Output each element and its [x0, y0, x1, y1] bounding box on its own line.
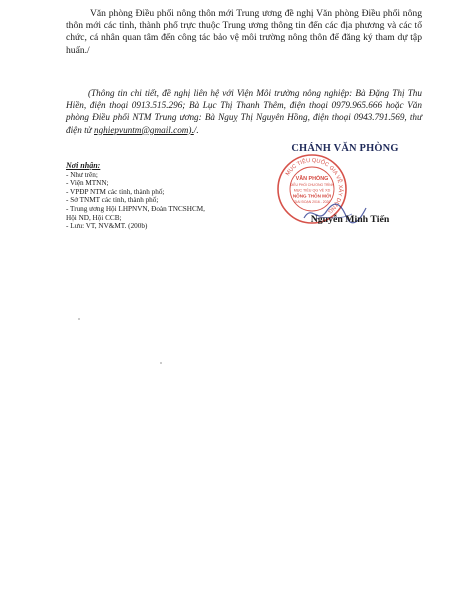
stamp-line2: ĐIỀU PHỐI CHƯƠNG TRÌNH	[289, 183, 335, 187]
body-paragraph-1: Văn phòng Điều phối nông thôn mới Trung ương đề nghị Văn phòng Điều phối nông thôn mới các tỉnh, thành phố trực thuộc Trung ương thông tin đến các địa phương và các tổ chức, cá nhân quan tâm đến công tác bảo vệ môi trường nông thôn để đăng ký tham dự tập huấn./	[66, 8, 422, 56]
signer-name: Nguyễn Minh Tiến	[310, 214, 390, 225]
stamp-line5: GIAI ĐOẠN 2016 - 2020	[293, 200, 331, 204]
scan-speck	[160, 362, 162, 364]
signer-title: CHÁNH VĂN PHÒNG	[291, 143, 399, 154]
recipient-item: - VPĐP NTM các tỉnh, thành phố;	[66, 187, 165, 196]
contact-email-link[interactable]: nghiepvuntm@gmail.com).	[93, 124, 194, 135]
stamp-line1: VĂN PHÒNG	[295, 176, 329, 182]
stamp-ring-text: MỤC TIÊU QUỐC GIA VỀ XÂY DỰNG	[284, 157, 344, 215]
recipients-block	[66, 162, 266, 231]
recipients-title: Nơi nhận:	[66, 161, 101, 170]
stamp-line3: MỤC TIÊU QG VỀ XD	[293, 188, 331, 193]
recipient-item: - Trung ương Hội LHPNVN, Đoàn TNCSHCM,	[66, 204, 205, 213]
stamp-line4: NÔNG THÔN MỚI	[292, 193, 332, 199]
contact-end: /.	[193, 124, 199, 135]
contact-text: (Thông tin chi tiết, đề nghị liên hệ với Viện Môi trường nông nghiệp: Bà Đặng Thị Thu Hiền, điện thoại 0913.515.296; Bà Lục Thị Thanh Thêm, điện thoại 0979.965.666 hoặc Văn phòng Điều phối NTM Trung ương: Bà Nguỵ Thị Nguyên Hồng, điện thoại 0943.791.569, thư điện tử	[66, 88, 422, 135]
scan-speck	[78, 318, 80, 320]
recipient-item: - Lưu: VT, NV&MT. (200b)	[66, 222, 148, 231]
contact-paragraph	[66, 87, 422, 136]
recipient-item: Hội ND, Hội CCB;	[66, 213, 122, 222]
recipient-item: - Như trên;	[66, 170, 98, 179]
recipient-item: - Sở TNMT các tỉnh, thành phố;	[66, 196, 159, 205]
recipient-item: - Viện MTNN;	[66, 179, 109, 188]
